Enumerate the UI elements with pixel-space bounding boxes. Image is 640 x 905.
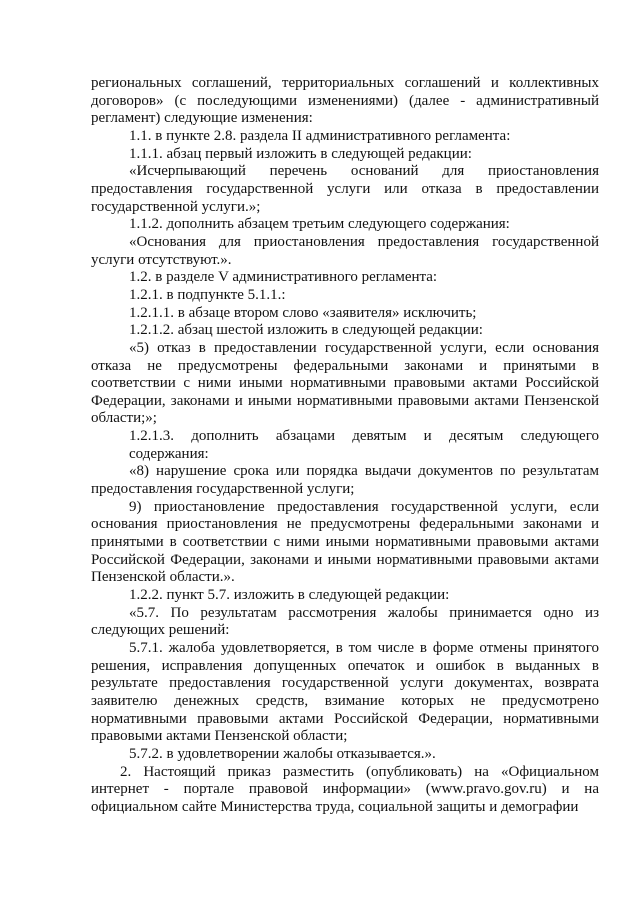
paragraph-1-2-1: 1.2.1. в подпункте 5.1.1.: (129, 286, 286, 303)
paragraph-5-7-1: 5.7.1. жалоба удовлетворяется, в том числе в форме отмены принятого решения, исправления допущенных опечаток и ошибок в выданных в результате предоставления государственной услуги документах, возврата заявителю денежных средств, взимание которых не предусмотрено нормативными правовыми актами Российской Федерации, нормативными правовыми актами Пензенской области; (91, 640, 599, 745)
paragraph-5-7-2: 5.7.2. в удовлетворении жалобы отказывается.». (129, 745, 436, 762)
paragraph-item-8: «8) нарушение срока или порядка выдачи документов по результатам предоставления государственной услуги; (91, 463, 599, 498)
paragraph-intro: региональных соглашений, территориальных соглашений и коллективных договоров» (с последующими изменениями) (далее - административный регламент) следующие изменения: (91, 75, 599, 127)
paragraph-1-2-1-1: 1.2.1.1. в абзаце втором слово «заявителя» исключить; (129, 304, 477, 321)
paragraph-1-2-1-2: 1.2.1.2. абзац шестой изложить в следующей редакции: (129, 322, 483, 339)
paragraph-2-publication: 2. Настоящий приказ разместить (опубликовать) на «Официальном интернет - портале правовой информации» (www.pravo.gov.ru) и на официальном сайте Министерства труда, социальной защиты и демографии (91, 763, 599, 815)
document-body (91, 75, 599, 817)
paragraph-5-7: «5.7. По результатам рассмотрения жалобы принимается одно из следующих решений: (91, 604, 599, 639)
paragraph-1-1-2: 1.1.2. дополнить абзацем третьим следующего содержания: (129, 216, 510, 233)
paragraph-item-5: «5) отказ в предоставлении государственной услуги, если основания отказа не предусмотрены федеральными законами и принятыми в соответствии с ними иными нормативными правовыми актами Российской Федерации, законами и иными нормативными правовыми актами Пензенской области;»; (91, 339, 599, 427)
paragraph-item-9: 9) приостановление предоставления государственной услуги, если основания приостановления не предусмотрены федеральными законами и принятыми в соответствии с ними иными нормативными правовыми актами Российской Федерации, законами и иными нормативными правовыми актами Пензенской области.». (91, 498, 599, 586)
paragraph-1-2: 1.2. в разделе V административного регламента: (129, 269, 438, 286)
paragraph-1-1-1: 1.1.1. абзац первый изложить в следующей редакции: (129, 145, 472, 162)
paragraph-quote-exhaustive-list: «Исчерпывающий перечень оснований для приостановления предоставления государственной услуги или отказа в предоставлении государственной услуги.»; (91, 163, 599, 215)
paragraph-1-1: 1.1. в пункте 2.8. раздела II административного регламента: (129, 127, 511, 144)
paragraph-1-2-2: 1.2.2. пункт 5.7. изложить в следующей редакции: (129, 587, 450, 604)
paragraph-1-2-1-3: 1.2.1.3. дополнить абзацами девятым и десятым следующего содержания: (129, 428, 599, 462)
paragraph-quote-no-grounds: «Основания для приостановления предоставления государственной услуги отсутствуют.». (91, 233, 599, 268)
